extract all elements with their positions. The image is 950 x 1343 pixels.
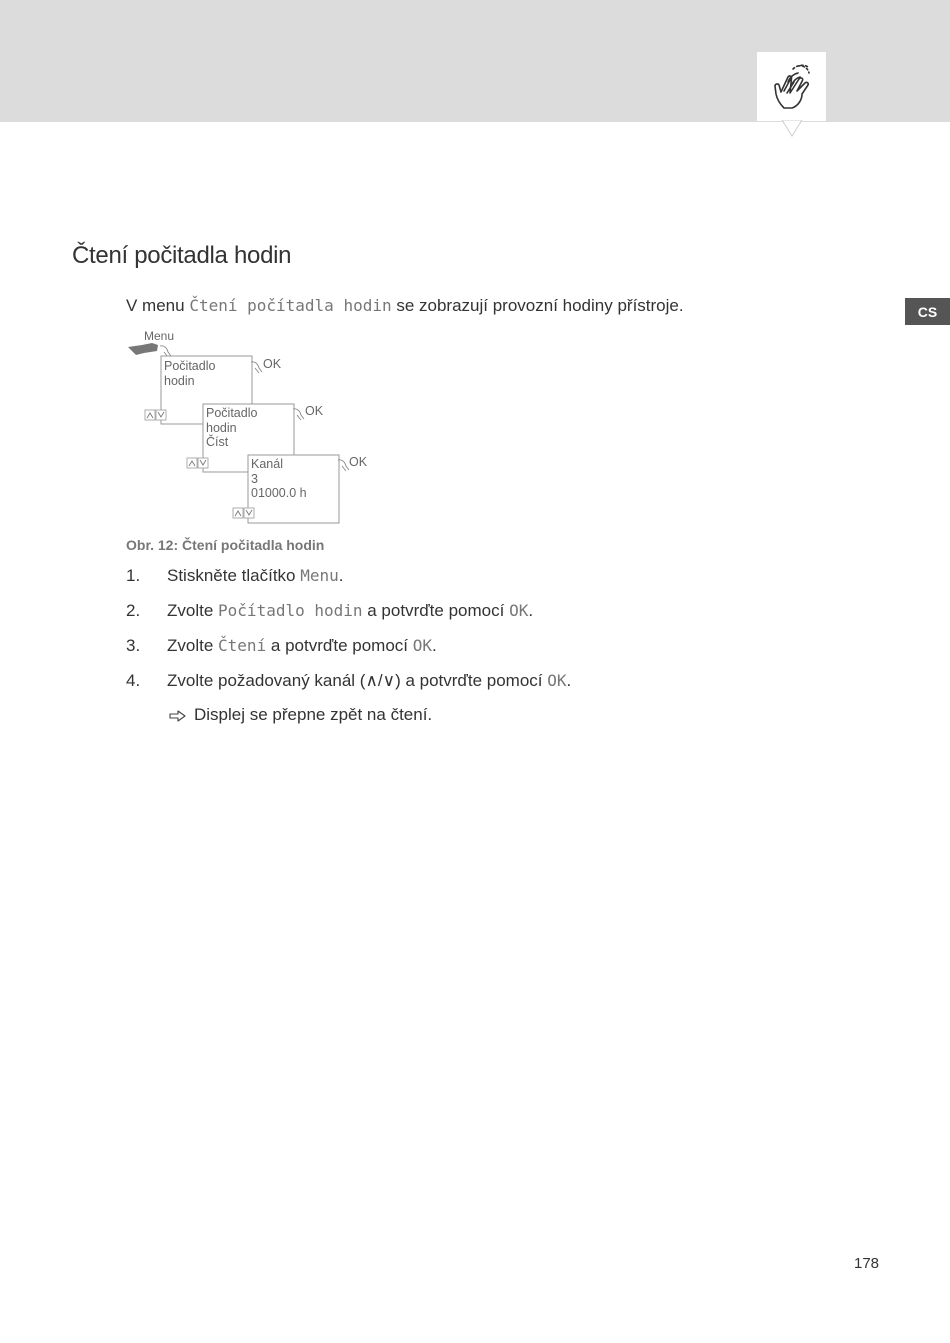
up-down-arrows-icon: ∧/∨ bbox=[365, 671, 396, 690]
callout-pointer bbox=[782, 120, 802, 138]
menu-label: Menu bbox=[144, 329, 175, 343]
down-arrow-icon bbox=[198, 458, 208, 468]
code-ok: OK bbox=[509, 601, 529, 620]
intro-text-after: se zobrazují provozní hodiny přístroje. bbox=[391, 296, 684, 315]
language-tab: CS bbox=[905, 298, 950, 325]
step-text bbox=[167, 671, 571, 691]
step-number: 4. bbox=[126, 671, 141, 690]
up-arrow-icon bbox=[233, 508, 243, 518]
step-text bbox=[167, 636, 437, 656]
figure-caption: Obr. 12: Čtení počitadla hodin bbox=[126, 537, 325, 553]
press-finger-icon bbox=[293, 409, 304, 420]
step-number: 3. bbox=[126, 636, 141, 655]
up-arrow-icon bbox=[145, 410, 155, 420]
step-text-part: . bbox=[432, 636, 437, 655]
step-text-part: . bbox=[338, 566, 344, 585]
step-number: 2. bbox=[126, 601, 141, 620]
screen-2-line-1: Počitadlo bbox=[206, 406, 258, 420]
intro-menu-name: Čtení počítadla hodin bbox=[189, 296, 392, 315]
step-number: 1. bbox=[126, 566, 141, 585]
ok-label-2: OK bbox=[305, 404, 324, 418]
screen-1-line-1: Počitadlo bbox=[164, 359, 216, 373]
result-text: Displej se přepne zpět na čtení. bbox=[194, 705, 433, 724]
down-arrow-icon bbox=[156, 410, 166, 420]
screen-3-line-3: 01000.0 h bbox=[251, 486, 307, 500]
step-text-part: ) a potvrďte pomocí bbox=[395, 671, 548, 690]
menu-diagram bbox=[124, 326, 384, 531]
code-ok: OK bbox=[547, 671, 567, 690]
code-cteni: Čtení bbox=[218, 636, 267, 655]
code-ok: OK bbox=[412, 636, 432, 655]
press-finger-icon bbox=[338, 460, 349, 471]
screen-3-line-2: 3 bbox=[251, 472, 258, 486]
step-text-part: . bbox=[566, 671, 572, 690]
screen-2-line-2: hodin bbox=[206, 421, 237, 435]
result-arrow-icon bbox=[168, 710, 188, 722]
intro-paragraph bbox=[126, 296, 684, 316]
step-text-part: a potvrďte pomocí bbox=[362, 601, 510, 620]
page-number: 178 bbox=[854, 1255, 880, 1272]
press-finger-icon bbox=[160, 346, 171, 357]
ok-label-1: OK bbox=[263, 357, 282, 371]
step-text bbox=[167, 601, 533, 621]
screen-1-line-2: hodin bbox=[164, 374, 195, 388]
pointing-hand-icon bbox=[128, 343, 158, 355]
down-arrow-icon bbox=[244, 508, 254, 518]
ok-label-3: OK bbox=[349, 455, 368, 469]
code-pocitadlo-hodin: Počítadlo hodin bbox=[218, 601, 363, 620]
page-title: Čtení počitadla hodin bbox=[72, 242, 292, 269]
code-menu: Menu bbox=[300, 566, 339, 585]
screen-2-line-3: Číst bbox=[206, 435, 229, 449]
step-text-part: a potvrďte pomocí bbox=[266, 636, 413, 655]
up-arrow-icon bbox=[187, 458, 197, 468]
step-text-part: Zvolte bbox=[167, 636, 219, 655]
press-finger-icon bbox=[251, 362, 262, 373]
step-text-part: . bbox=[528, 601, 534, 620]
step-text-part: Zvolte bbox=[167, 601, 219, 620]
step-text bbox=[167, 566, 344, 586]
intro-text-before: V menu bbox=[126, 296, 190, 315]
screen-3-line-1: Kanál bbox=[251, 457, 283, 471]
hand-touch-icon bbox=[757, 52, 826, 121]
result-line bbox=[168, 705, 432, 725]
step-text-part: Stiskněte tlačítko bbox=[167, 566, 301, 585]
touch-icon-box bbox=[757, 52, 826, 121]
step-text-part: Zvolte požadovaný kanál ( bbox=[167, 671, 366, 690]
